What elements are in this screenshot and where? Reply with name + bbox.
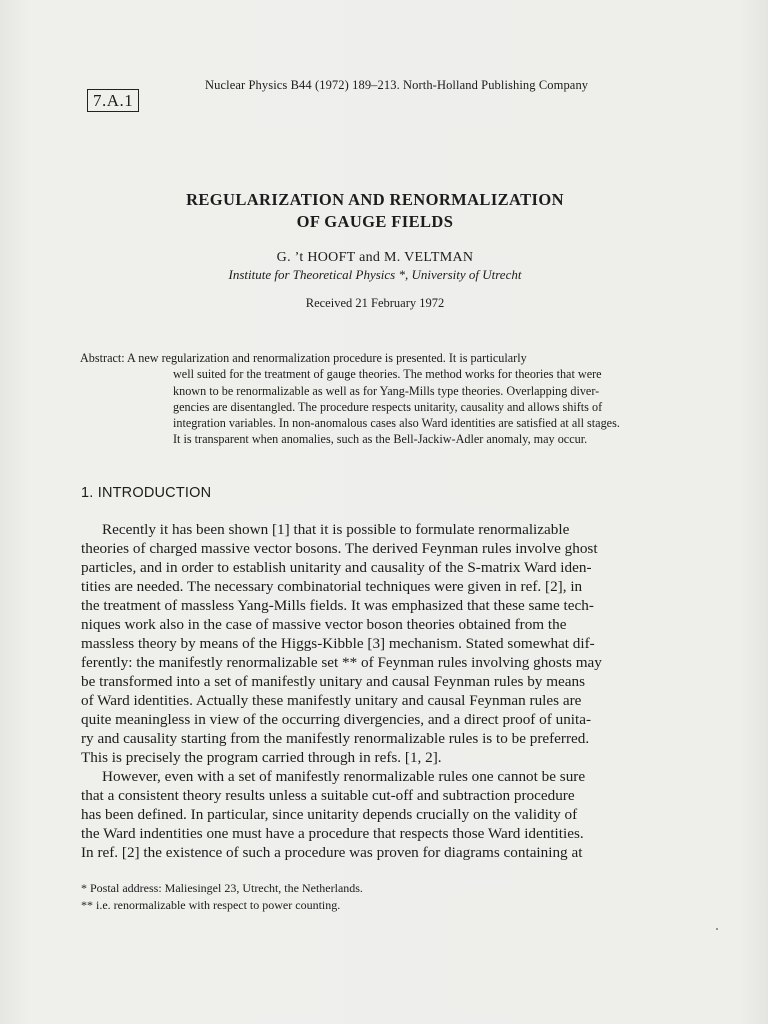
body-line: niques work also in the case of massive vector boson theories obtained from the	[81, 616, 567, 633]
paper-title	[120, 189, 630, 233]
introduction-body	[81, 520, 681, 862]
title-line-1: REGULARIZATION AND RENORMALIZATION	[186, 190, 564, 209]
footnote-2: ** i.e. renormalizable with respect to power counting.	[81, 898, 341, 912]
body-line: that a consistent theory results unless a suitable cut-off and subtraction procedure	[81, 787, 575, 804]
abstract-line: It is transparent when anomalies, such as the Bell-Jackiw-Adler anomaly, may occur.	[173, 432, 588, 447]
section-heading: 1. INTRODUCTION	[81, 485, 212, 501]
abstract-line: gencies are disentangled. The procedure respects unitarity, causality and allows shifts of	[173, 399, 603, 414]
title-line-2: OF GAUGE FIELDS	[296, 212, 454, 231]
body-line: However, even with a set of manifestly renormalizable rules one cannot be sure	[102, 768, 586, 785]
body-line: ferently: the manifestly renormalizable set ** of Feynman rules involving ghosts may	[81, 654, 602, 671]
footnote-1: * Postal address: Maliesingel 23, Utrecht, the Netherlands.	[81, 881, 363, 895]
body-line: particles, and in order to establish unitarity and causality of the S-matrix Ward iden-	[81, 559, 592, 576]
footnotes	[81, 880, 681, 914]
abstract-line: Abstract: A new regularization and renormalization procedure is presented. It is particularly	[80, 351, 527, 365]
received-date: Received 21 February 1972	[305, 296, 445, 310]
body-line: quite meaningless in view of the occurring divergencies, and a direct proof of unita-	[81, 711, 592, 728]
body-line: tities are needed. The necessary combinatorial techniques were given in ref. [2], in	[81, 578, 583, 595]
body-line: Recently it has been shown [1] that it is possible to formulate renormalizable	[102, 521, 570, 538]
affiliation: Institute for Theoretical Physics *, University of Utrecht	[228, 267, 522, 282]
body-line: This is precisely the program carried through in refs. [1, 2].	[81, 749, 442, 766]
body-line: be transformed into a set of manifestly unitary and causal Feynman rules by means	[81, 673, 585, 690]
authors: G. ’t HOOFT and M. VELTMAN	[276, 250, 474, 265]
body-line: has been defined. In particular, since unitarity depends crucially on the validity of	[81, 806, 578, 823]
body-line: of Ward identities. Actually these manifestly unitary and causal Feynman rules are	[81, 692, 582, 709]
abstract-line: known to be renormalizable as well as for Yang-Mills type theories. Overlapping diver-	[173, 383, 600, 398]
journal-citation: Nuclear Physics B44 (1972) 189–213. North-Holland Publishing Company	[205, 78, 589, 92]
abstract-line: well suited for the treatment of gauge theories. The method works for theories that were	[173, 367, 602, 382]
body-line: the Ward indentities one must have a procedure that respects those Ward identities.	[81, 825, 584, 842]
body-line: the treatment of massless Yang-Mills fields. It was emphasized that these same tech-	[81, 597, 594, 614]
body-line: massless theory by means of the Higgs-Kibble [3] mechanism. Stated somewhat dif-	[81, 635, 595, 652]
body-line: ry and causality starting from the manifestly renormalizable rules is to be preferred.	[81, 730, 590, 747]
scan-speck	[716, 928, 718, 930]
paper-tag: 7.A.1	[87, 89, 139, 112]
abstract	[80, 350, 680, 448]
body-line: theories of charged massive vector bosons. The derived Feynman rules involve ghost	[81, 540, 598, 557]
body-line: In ref. [2] the existence of such a procedure was proven for diagrams containing at	[81, 844, 583, 861]
abstract-line: integration variables. In non-anomalous cases also Ward identities are satisfied at all stages.	[173, 416, 620, 431]
